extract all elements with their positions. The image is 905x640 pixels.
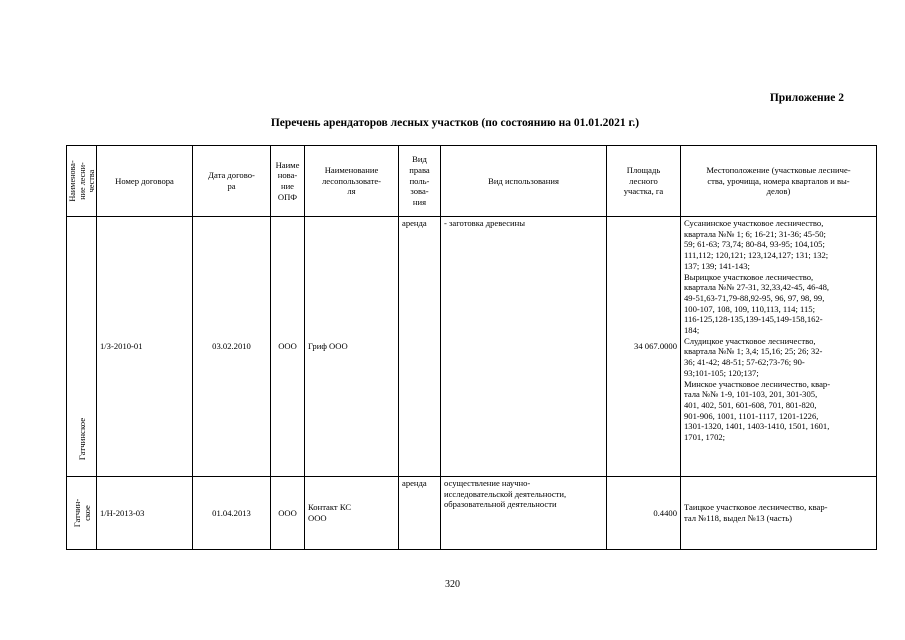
location-line: квартала №№ 1; 3,4; 15,16; 25; 26; 32- [684,346,823,357]
cell-user: Гриф ООО [305,217,399,477]
cell-area: 0.4400 [607,477,681,550]
location-line: 1301-1320, 1401, 1403-1410, 1501, 1601, [684,421,830,432]
location-line: Таицкое участковое лесничество, квар- [684,502,828,513]
location-line: 59; 61-63; 73,74; 80-84, 93-95; 104,105; [684,239,825,250]
cell-usage: - заготовка древесины [441,217,607,477]
col-header-forestry-text: Наименова- ние лесни- чества [67,160,96,202]
cell-contract-date: 03.02.2010 [193,217,271,477]
cell-user: Контакт КС ООО [305,477,399,550]
location-line: тал №118, выдел №13 (часть) [684,513,793,523]
location-line: Слудицкое участковое лесничество, [684,335,816,346]
location-line: 116-125,128-135,139-145,149-158,162- [684,314,823,325]
col-header-contract-date: Дата догово- ра [193,146,271,217]
location-line: Вырицкое участковое лесничество, [684,271,814,282]
table-row [67,217,877,477]
col-header-location: Местоположение (участковые лесниче- ства, урочища, номера кварталов и вы- делов) [681,146,877,217]
table-header-row [67,146,877,217]
location-line: 901-906, 1001, 1101-1117, 1201-1226, [684,410,819,421]
cell-forestry-text: Гатчин- ское [71,498,92,528]
cell-opf: ООО [271,477,305,550]
col-header-user: Наименование лесопользовате- ля [305,146,399,217]
cell-right: аренда [399,217,441,477]
cell-location [681,477,877,550]
location-line: 93;101-105; 120;137; [684,367,759,378]
location-line: 111,112; 120,121; 123,124,127; 131; 132; [684,250,829,261]
cell-opf: ООО [271,217,305,477]
cell-forestry-text: Гатчинское [76,417,87,461]
col-header-area: Площадь лесного участка, га [607,146,681,217]
col-header-forestry [67,146,97,217]
table-row [67,477,877,550]
col-header-opf: Наиме нова- ние ОПФ [271,146,305,217]
appendix-label: Приложение 2 [769,92,844,104]
location-line: 401, 402, 501, 601-608, 701, 801-820, [684,399,817,410]
location-line: квартала №№ 1; 6; 16-21; 31-36; 45-50; [684,228,826,239]
cell-usage: осуществление научно- исследовательской деятельности, образовательной деятельности [441,477,607,550]
location-line: 1701, 1702; [684,432,726,443]
cell-contract-no: 1/З-2010-01 [97,217,193,477]
location-line: 49-51,63-71,79-88,92-95, 96, 97, 98, 99, [684,292,825,303]
location-line: квартала №№ 27-31, 32,33,42-45, 46-48, [684,282,830,293]
location-line: Сусанинское участковое лесничество, [684,218,824,228]
col-header-contract-no: Номер договора [97,146,193,217]
location-line: 100-107, 108, 109, 110,113, 114; 115; [684,303,815,314]
location-line: 184; [684,325,700,336]
location-line: Минское участковое лесничество, квар- [684,378,831,389]
cell-right: аренда [399,477,441,550]
cell-forestry [67,477,97,550]
location-line: 137; 139; 141-143; [684,260,750,271]
location-line: 36; 41-42; 48-51; 57-62;73-76; 90- [684,357,805,368]
col-header-right: Вид права поль- зова- ния [399,146,441,217]
cell-contract-no: 1/Н-2013-03 [97,477,193,550]
lessees-table [66,145,877,550]
cell-forestry [67,217,97,477]
cell-contract-date: 01.04.2013 [193,477,271,550]
col-header-usage: Вид использования [441,146,607,217]
location-line: тала №№ 1-9, 101-103, 201, 301-305, [684,389,818,400]
cell-area: 34 067.0000 [607,217,681,477]
cell-location [681,217,877,477]
page-number: 320 [445,579,460,590]
document-title: Перечень арендаторов лесных участков (по состоянию на 01.01.2021 г.) [270,117,640,129]
